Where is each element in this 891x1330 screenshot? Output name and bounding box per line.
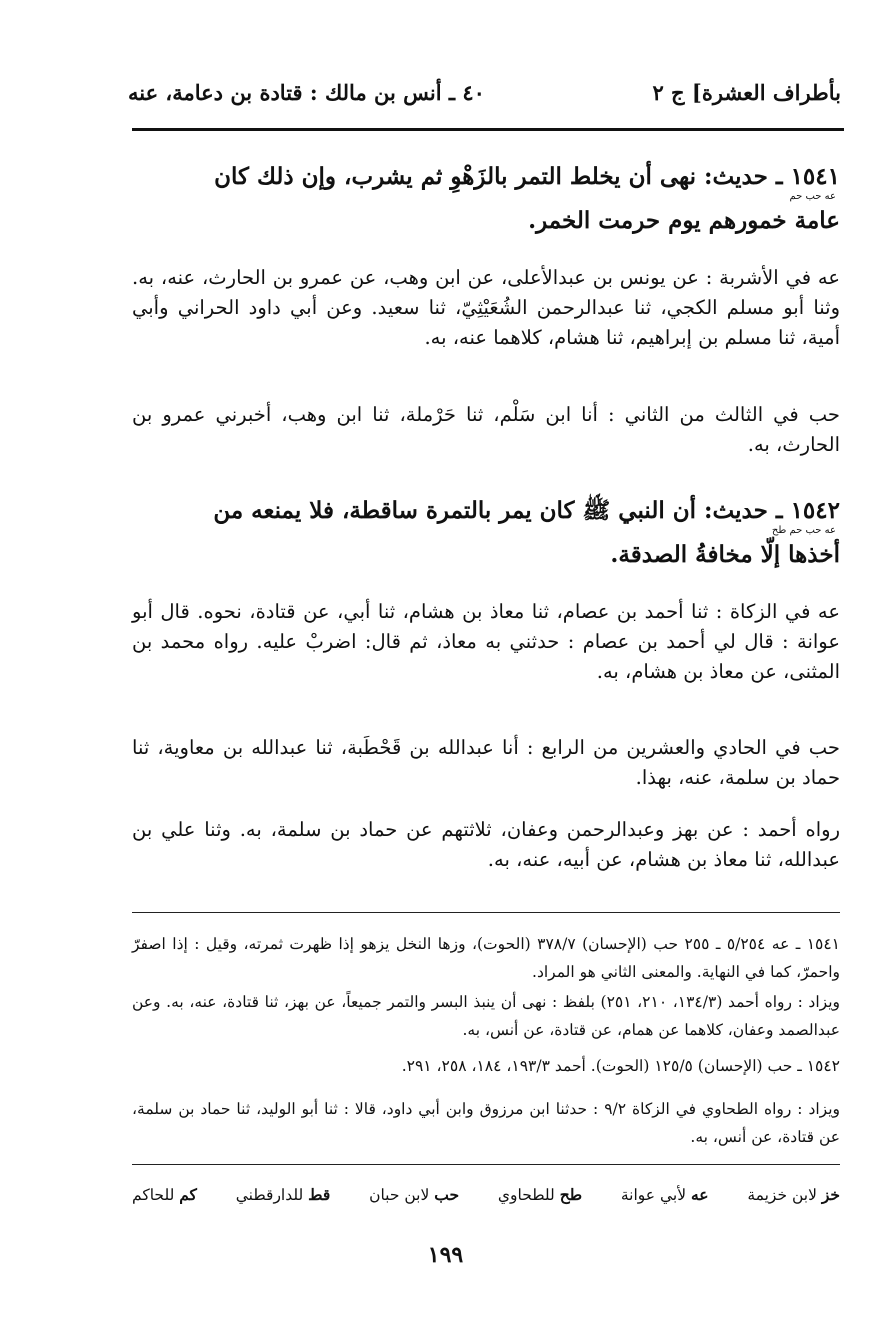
page-number: ١٩٩ (427, 1242, 464, 1268)
abbreviation-item: كم للحاكم (132, 1185, 197, 1204)
hadith-1542-sigla: عه حب حم طح (771, 525, 836, 536)
abbreviation-item: طح للطحاوي (497, 1185, 583, 1204)
hadith-1542 (132, 484, 840, 572)
hadith-1541 (132, 150, 840, 238)
hadith-1541-title-line1: ١٥٤١ ـ حديث: نهى أن يخلط التمر بالزَهْوِ ثم يشرب، وإن ذلك كان (214, 163, 840, 190)
footnote-1542-additional: ويزاد : رواه الطحاوي في الزكاة ٩/٢ : حدثنا ابن مرزوق وابن أبي داود، قالا : ثنا أبو الوليد، ثنا حماد بن سلمة، عن قتادة، عن أنس، به. (132, 1100, 841, 1146)
footnote-1541: ١٥٤١ ـ عه ٥/٢٥٤ ـ ٢٥٥ حب (الإحسان) ٣٧٨/٧ (الحوت)، وزها النخل يزهو إذا ظهرت ثمرته، وقيل : إذا اصفرّ واحمرّ، كما في النهاية. والمعنى الثاني هو المراد. (132, 935, 840, 981)
hadith-1542-title-line2: أخذها إلّا مخافةُ الصدقة. (610, 541, 840, 568)
hadith-1542-title-line1: ١٥٤٢ ـ حديث: أن النبي ﷺ كان يمر بالتمرة ساقطة، فلا يمنعه من (213, 497, 840, 524)
abbreviations-key (132, 1185, 840, 1204)
footnote-1542: ١٥٤٢ ـ حب (الإحسان) ١٢٥/٥ (الحوت). أحمد ١٩٣/٣، ١٨٤، ٢٥٨، ٢٩١. (401, 1057, 840, 1075)
hadith-1542-paragraph-2: حب في الحادي والعشرين من الرابع : أنا عبدالله بن قَحْطَبة، ثنا عبدالله بن معاوية، ثنا حماد بن سلمة، عنه، بهذا. (132, 736, 840, 789)
header-rule (132, 128, 844, 131)
footnote-1541-additional: ويزاد : رواه أحمد (١٣٤/٣، ٢١٠، ٢٥١) بلفظ : نهى أن ينبذ البسر والتمر جميعاً، عن بهز، ثنا قتادة، عنه، به. وعن عبدالصمد وعفان، كلاهما عن همام، عن قتادة، عن أنس، به. (132, 993, 840, 1039)
running-header (128, 80, 841, 116)
header-book-title: بأطراف العشرة] ج ٢ (652, 80, 841, 105)
hadith-1542-paragraph-1: عه في الزكاة : ثنا أحمد بن عصام، ثنا معاذ بن هشام، ثنا أبي، عن قتادة، نحوه. قال أبو عوانة : قال لي أحمد بن عصام : حدثني به معاذ، ثم قال: اضربْ عليه. رواه محمد بن المثنى، عن معاذ بن هشام، به. (132, 600, 840, 683)
hadith-1541-paragraph-2: حب في الثالث من الثاني : أنا ابن سَلْم، ثنا حَرْملة، ثنا ابن وهب، أخبرني عمرو بن الحارث، به. (132, 403, 840, 456)
abbreviation-item: قط للدارقطني (235, 1185, 331, 1204)
abbreviations-rule (132, 1164, 840, 1165)
hadith-1541-paragraph-1: عه في الأشربة : عن يونس بن عبدالأعلى، عن ابن وهب، عن عمرو بن الحارث، عنه، به. وثنا أبو مسلم الكجي، ثنا عبدالرحمن الشُعَيْثِيّ، ثنا سعيد. وعن أبي داود الحراني وأبي أمية، ثنا مسلم بن إبراهيم، ثنا هشام، كلاهما عنه، به. (132, 266, 840, 349)
abbreviation-item: خز لابن خزيمة (747, 1185, 840, 1204)
hadith-1541-title-line2: عامة خمورهم يوم حرمت الخمر. (528, 207, 840, 234)
header-chapter-title: ٤٠ ـ أنس بن مالك : قتادة بن دعامة، عنه (128, 80, 485, 105)
hadith-1541-sigla: عه حب حم (789, 191, 836, 202)
abbreviation-item: عه لأبي عوانة (620, 1185, 709, 1204)
footnote-rule (132, 912, 840, 913)
hadith-1542-paragraph-3: رواه أحمد : عن بهز وعبدالرحمن وعفان، ثلاثتهم عن حماد بن سلمة، به. وثنا علي بن عبدالله، ثنا معاذ بن هشام، عن أبيه، عنه، به. (132, 818, 840, 871)
abbreviation-item: حب لابن حبان (369, 1185, 460, 1204)
